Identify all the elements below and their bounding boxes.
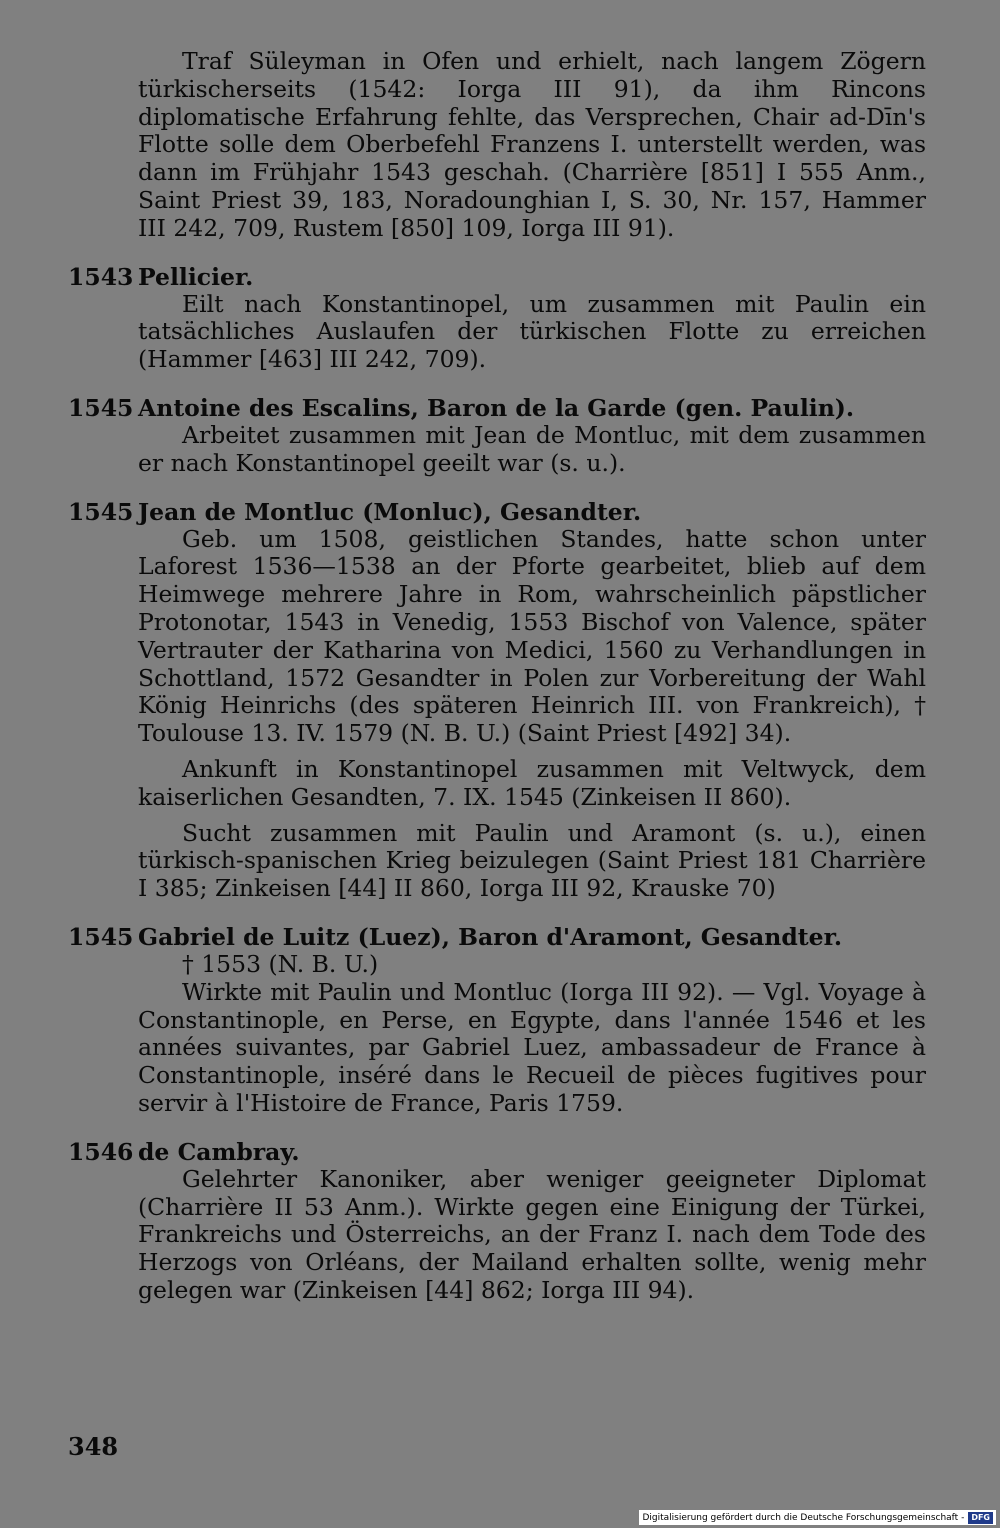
entry-heading [68, 394, 926, 422]
entry-aramont [68, 923, 926, 1118]
entry-paragraph: Geb. um 1508, geistlichen Standes, hatte schon unter Laforest 1536—1538 an der Pforte gearbeitet, blieb auf dem Heimwege mehrere Jahre in Rom, wahrscheinlich päpstlicher Protonotar, 1543 in Venedig, 1553 Bischof von Valence, später Vertrauter der Katharina von Medici, 1560 zu Verhandlungen in Schottland, 1572 Gesandter in Polen zur Vorbereitung der Wahl König Heinrichs (des späteren Heinrich III. von Frankreich), † Toulouse 13. IV. 1579 (N. B. U.) (Saint Priest [492] 34). [138, 524, 926, 748]
entry-year: 1546 [68, 1137, 134, 1166]
entry-paragraph: Gelehrter Kanoniker, aber weniger geeigneter Diplomat (Charrière II 53 Anm.). Wirkte gegen eine Einigung der Türkei, Frankreichs und Österreichs, an der Franz I. nach dem Tode des Herzogs von Orléans, der Mailand erhalten sollte, wenig mehr gelegen war (Zinkeisen [44] 862; Iorga III 94). [138, 1164, 926, 1304]
entry-paragraph: Eilt nach Konstantinopel, um zusammen mit Paulin ein tatsächliches Auslaufen der türkischen Flotte zu erreichen (Hammer [463] III 242, 709). [138, 289, 926, 374]
entry-heading [68, 263, 926, 291]
entry-year: 1545 [68, 497, 134, 526]
entry-cambray [68, 1138, 926, 1305]
entry-year: 1545 [68, 393, 134, 422]
entry-paragraph: Arbeitet zusammen mit Jean de Montluc, mit dem zusammen er nach Konstantinopel geeilt war (s. u.). [138, 420, 926, 477]
credit-text: Digitalisierung gefördert durch die Deutsche Forschungsgemeinschaft - [642, 1512, 965, 1523]
digitization-credit [639, 1510, 996, 1525]
entry-montluc [68, 498, 926, 903]
entry-paragraph: Wirkte mit Paulin und Montluc (Iorga III 92). — Vgl. Voyage à Constantinople, en Perse, en Egypte, dans l'année 1546 et les années suivantes, par Gabriel Luez, ambassadeur de France à Constantinople, inséré dans le Recueil de pièces fugitives pour servir à l'Histoire de France, Paris 1759. [138, 977, 926, 1117]
entry-year: 1545 [68, 922, 134, 951]
entry-name: Pellicier. [138, 262, 254, 291]
entry-name: Jean de Montluc (Monluc), Gesandter. [138, 497, 642, 526]
entry-name: Antoine des Escalins, Baron de la Garde (gen. Paulin). [138, 393, 855, 422]
entry-name: de Cambray. [138, 1137, 300, 1166]
entry-name: Gabriel de Luitz (Luez), Baron d'Aramont, Gesandter. [138, 922, 843, 951]
page-number: 348 [68, 1432, 119, 1461]
entry-heading [68, 1138, 926, 1166]
entry-escalins [68, 394, 926, 478]
entry-paragraph: † 1553 (N. B. U.) [182, 949, 379, 978]
entry-year: 1543 [68, 262, 134, 291]
dfg-logo: DFG [968, 1512, 993, 1524]
entry-pellicier [68, 263, 926, 374]
continuation-paragraph: Traf Süleyman in Ofen und erhielt, nach langem Zögern türkischerseits (1542: Iorga III 91), da ihm Rincons diplomatische Erfahrung fehlte, das Versprechen, Chair ad-Dīn's Flotte solle dem Oberbefehl Franzens I. unterstellt werden, was dann im Frühjahr 1543 geschah. (Charrière [851] I 555 Anm., Saint Priest 39, 183, Noradounghian I, S. 30, Nr. 157, Hammer III 242, 709, Rustem [850] 109, Iorga III 91). [138, 47, 926, 242]
entry-heading [68, 923, 926, 951]
entry-paragraph: Sucht zusammen mit Paulin und Aramont (s. u.), einen türkisch-spanischen Krieg beizulegen (Saint Priest 181 Charrière I 385; Zinkeisen [44] II 860, Iorga III 92, Krauske 70) [138, 818, 926, 903]
page-body [68, 48, 926, 1305]
entry-heading [68, 498, 926, 526]
entry-paragraph: Ankunft in Konstantinopel zusammen mit Veltwyck, dem kaiserlichen Gesandten, 7. IX. 1545 (Zinkeisen II 860). [138, 754, 926, 811]
